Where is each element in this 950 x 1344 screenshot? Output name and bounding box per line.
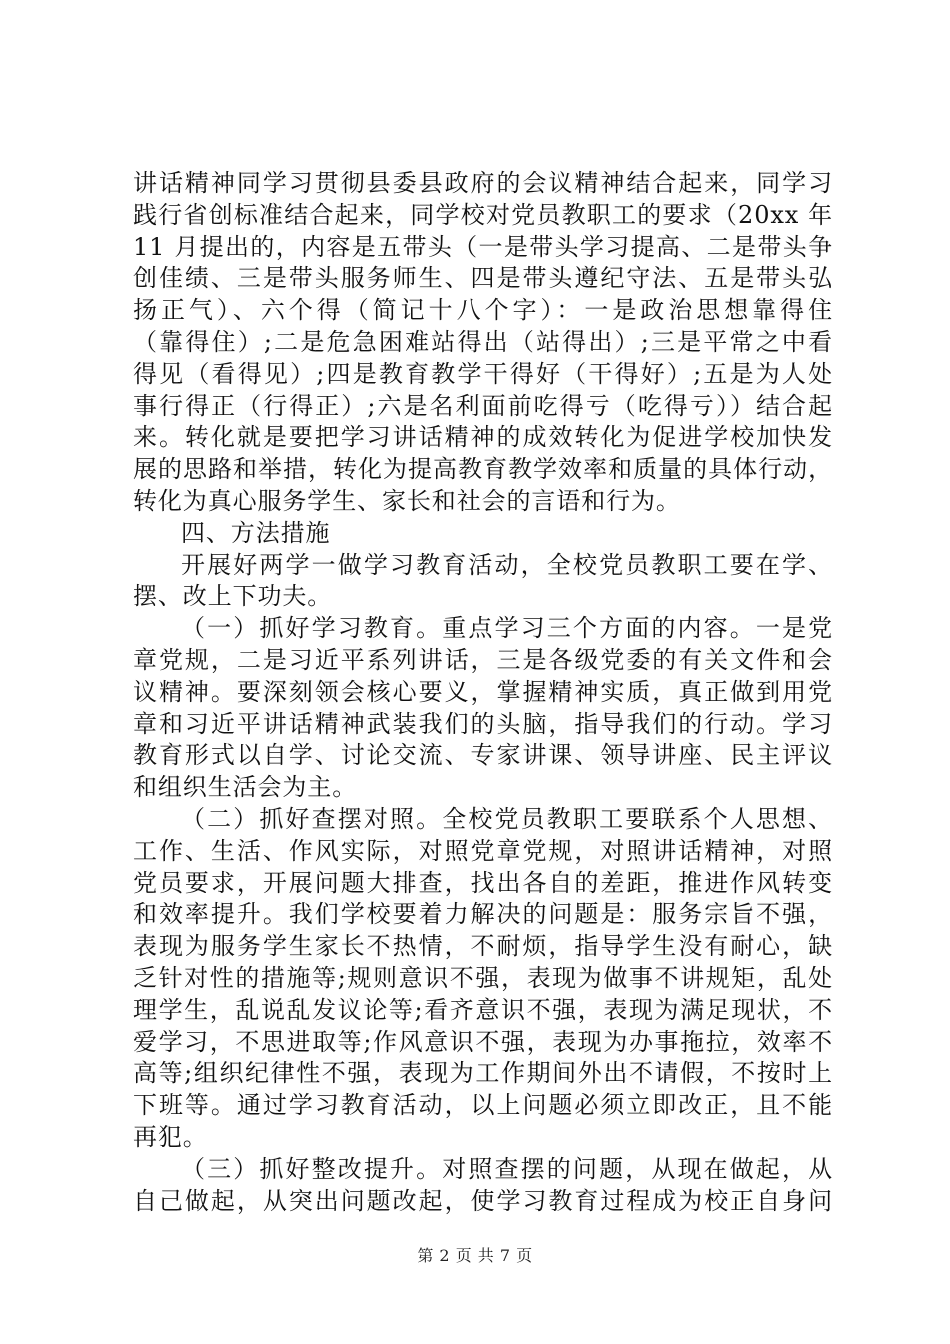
document-body [133, 168, 833, 1217]
text-line: 展的思路和举措，转化为提高教育教学效率和质量的具体行动， [133, 455, 833, 484]
text-line: 表现为服务学生家长不热情，不耐烦，指导学生没有耐心，缺 [133, 932, 833, 961]
text-line: 转化为真心服务学生、家长和社会的言语和行为。 [133, 486, 681, 515]
text-line: 工作、生活、作风实际，对照党章党规，对照讲话精神，对照 [133, 836, 833, 865]
text-line: 章党规，二是习近平系列讲话，三是各级党委的有关文件和会 [133, 645, 833, 674]
text-line: 摆、改上下功夫。 [133, 582, 333, 611]
text-line: 章和习近平讲话精神武装我们的头脑，指导我们的行动。学习 [133, 709, 833, 738]
text-line: 和组织生活会为主。 [133, 773, 358, 802]
text-line: （二）抓好查摆对照。全校党员教职工要联系个人思想、 [181, 804, 833, 833]
text-line: 理学生，乱说乱发议论等;看齐意识不强，表现为满足现状，不 [133, 995, 833, 1024]
text-line: 创佳绩、三是带头服务师生、四是带头遵纪守法、五是带头弘 [133, 264, 833, 293]
text-line: 践行省创标准结合起来，同学校对党员教职工的要求（20xx 年 [133, 200, 833, 229]
text-line: 和效率提升。我们学校要着力解决的问题是：服务宗旨不强， [133, 900, 833, 929]
section-heading: 四、方法措施 [181, 518, 331, 547]
text-line: 高等;组织纪律性不强，表现为工作期间外出不请假，不按时上 [133, 1059, 833, 1088]
text-line: 来。转化就是要把学习讲话精神的成效转化为促进学校加快发 [133, 423, 833, 452]
text-line: 11 月提出的，内容是五带头（一是带头学习提高、二是带头争 [133, 232, 833, 261]
text-line: 自己做起，从突出问题改起，使学习教育过程成为校正自身问 [133, 1186, 833, 1215]
text-line: 事行得正（行得正）;六是名利面前吃得亏（吃得亏））结合起 [133, 391, 833, 420]
text-line: （三）抓好整改提升。对照查摆的问题，从现在做起，从 [181, 1154, 833, 1183]
text-line: 乏针对性的措施等;规则意识不强，表现为做事不讲规矩，乱处 [133, 963, 833, 992]
text-line: （一）抓好学习教育。重点学习三个方面的内容。一是党 [181, 614, 833, 643]
page-number-footer: 第 2 页 共 7 页 [417, 1246, 533, 1265]
text-line: 下班等。通过学习教育活动，以上问题必须立即改正，且不能 [133, 1091, 833, 1120]
text-line: 议精神。要深刻领会核心要义，掌握精神实质，真正做到用党 [133, 677, 833, 706]
text-line: （靠得住）;二是危急困难站得出（站得出）;三是平常之中看 [133, 327, 833, 356]
text-line: 讲话精神同学习贯彻县委县政府的会议精神结合起来，同学习 [133, 169, 833, 197]
text-line: 开展好两学一做学习教育活动，全校党员教职工要在学、 [181, 550, 833, 579]
text-line: 爱学习，不思进取等;作风意识不强，表现为办事拖拉，效率不 [133, 1027, 833, 1056]
text-line: 再犯。 [133, 1122, 208, 1151]
text-line: 扬正气）、六个得（简记十八个字）：一是政治思想靠得住 [133, 296, 833, 325]
text-line: 教育形式以自学、讨论交流、专家讲课、领导讲座、民主评议 [133, 741, 833, 770]
text-line: 党员要求，开展问题大排查，找出各自的差距，推进作风转变 [133, 868, 833, 897]
text-line: 得见（看得见）;四是教育教学干得好（干得好）;五是为人处 [133, 359, 833, 388]
